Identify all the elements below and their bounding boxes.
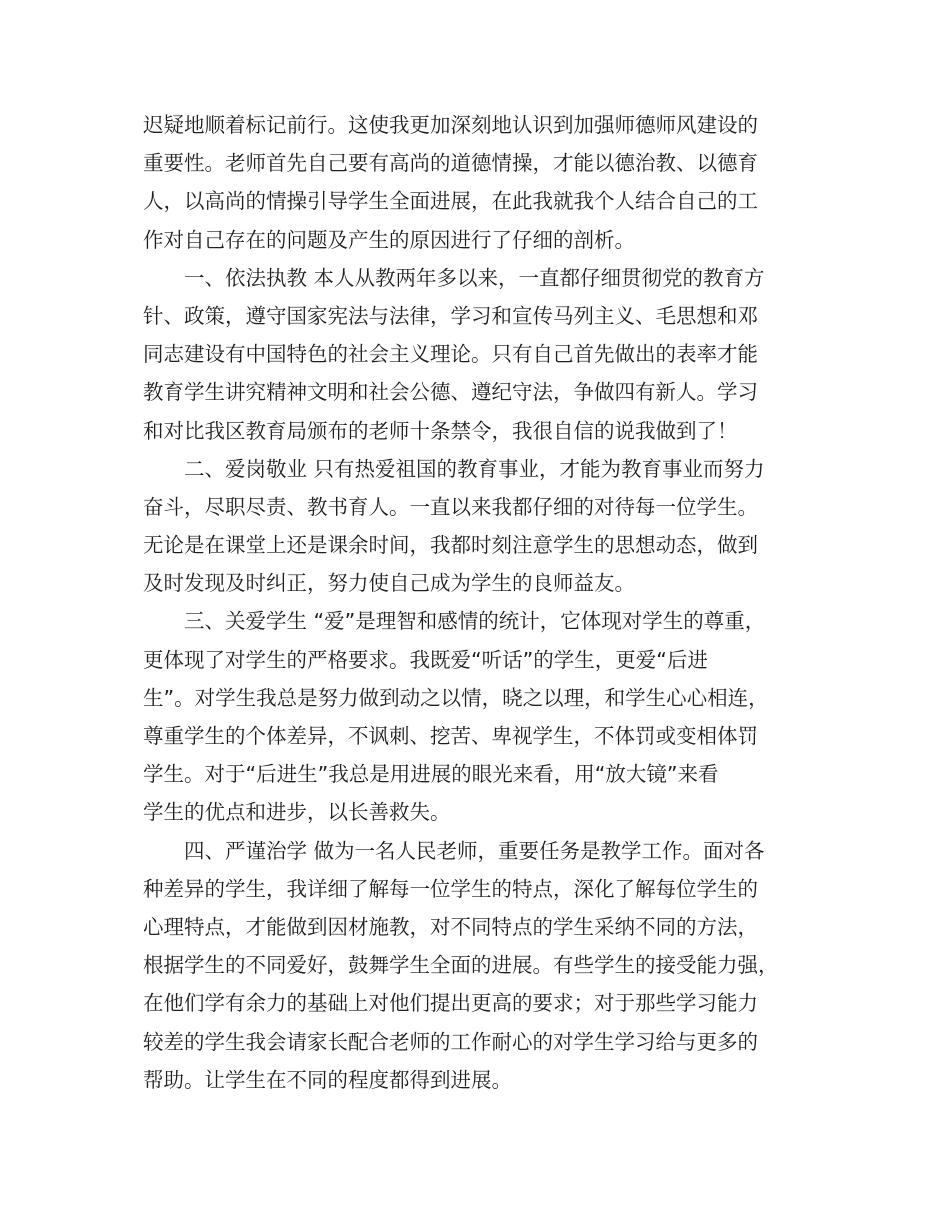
- paragraph-section-1: [143, 259, 823, 450]
- paragraph-intro-continued: [143, 106, 823, 259]
- text-line: 及时发现及时纠正，努力使自己成为学生的良师益友。: [143, 571, 635, 596]
- text-line: 二、爱岗敬业 只有热爱祖国的教育事业，才能为教育事业而努力: [143, 456, 765, 481]
- text-line: 迟疑地顺着标记前行。这使我更加深刻地认识到加强师德师风建设的: [143, 113, 758, 137]
- text-line: 教育学生讲究精神文明和社会公德、遵纪守法，争做四有新人。学习: [143, 380, 758, 405]
- text-line: 学生的优点和进步，以长善救失。: [143, 800, 451, 825]
- text-line: 重要性。老师首先自己要有高尚的道德情操，才能以德治教、以德育: [143, 151, 758, 176]
- text-line: 在他们学有余力的基础上对他们提出更高的要求；对于那些学习能力: [143, 991, 758, 1016]
- text-line: 一、依法执教 本人从教两年多以来，一直都仔细贯彻党的教育方: [143, 265, 765, 290]
- text-line: 四、严谨治学 做为一名人民老师，重要任务是教学工作。面对各: [143, 838, 765, 863]
- text-line: 针、政策，遵守国家宪法与法律，学习和宣传马列主义、毛思想和邓: [143, 303, 758, 328]
- text-line: 人，以高尚的情操引导学生全面进展，在此我就我个人结合自己的工: [143, 189, 758, 214]
- text-line: 种差异的学生，我详细了解每一位学生的特点，深化了解每位学生的: [143, 876, 758, 901]
- text-line: 同志建设有中国特色的社会主义理论。只有自己首先做出的表率才能: [143, 342, 758, 367]
- paragraph-section-3: [143, 602, 823, 831]
- text-line: 三、关爱学生 “爱”是理智和感情的统计，它体现对学生的尊重，: [143, 609, 766, 634]
- text-line: 帮助。让学生在不同的程度都得到进展。: [143, 1067, 512, 1092]
- text-line: 心理特点，才能做到因材施教，对不同特点的学生采纳不同的方法，: [143, 914, 758, 939]
- text-line: 和对比我区教育局颁布的老师十条禁令，我很自信的说我做到了！: [143, 418, 738, 443]
- text-line: 根据学生的不同爱好，鼓舞学生全面的进展。有些学生的接受能力强，: [143, 953, 779, 978]
- paragraph-section-2: [143, 450, 823, 603]
- paragraph-section-4: [143, 832, 823, 1099]
- text-line: 无论是在课堂上还是课余时间，我都时刻注意学生的思想动态，做到: [143, 533, 758, 558]
- text-line: 作对自己存在的问题及产生的原因进行了仔细的剖析。: [143, 227, 635, 252]
- text-line: 更体现了对学生的严格要求。我既爱“听话”的学生，更爱“后进: [143, 647, 708, 672]
- document-body: [143, 106, 823, 1099]
- text-line: 较差的学生我会请家长配合老师的工作耐心的对学生学习给与更多的: [143, 1029, 758, 1054]
- text-line: 尊重学生的个体差异，不讽刺、挖苦、卑视学生，不体罚或变相体罚: [143, 724, 758, 748]
- text-line: 学生。对于“后进生”我总是用进展的眼光来看，用“放大镜”来看: [143, 762, 719, 787]
- text-line: 生”。对学生我总是努力做到动之以情，晓之以理，和学生心心相连，: [143, 685, 769, 710]
- text-line: 奋斗，尽职尽责、教书育人。一直以来我都仔细的对待每一位学生。: [143, 494, 758, 519]
